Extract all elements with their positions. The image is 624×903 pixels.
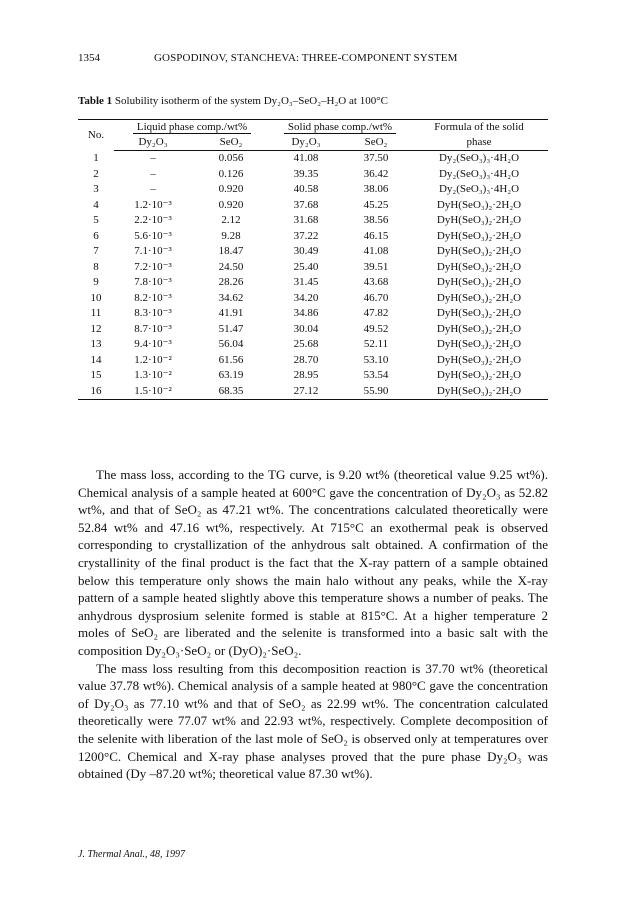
cell-solid-dy2o3: 34.86	[293, 307, 319, 319]
cell-formula: DyH(SeO₃)₂·2H₂O	[436, 353, 522, 366]
header-liquid-phase-label: Liquid phase comp./wt%	[133, 121, 251, 134]
body-text	[78, 466, 548, 783]
cell-solid-dy2o3: 37.22	[293, 229, 319, 242]
header-formula-line1: Formula of the solid	[410, 120, 548, 136]
cell-solid-seo2: 36.42	[363, 167, 389, 180]
cell-solid-dy2o3: 34.20	[293, 291, 319, 304]
cell-liquid-seo2: 28.26	[218, 276, 244, 288]
cell-liquid-seo2: 63.19	[218, 369, 244, 381]
cell-solid-dy2o3: 41.08	[293, 152, 319, 164]
table-row	[78, 244, 548, 260]
cell-liquid-dy2o3: 1.5·10⁻²	[114, 384, 192, 400]
table-row	[78, 182, 548, 198]
cell-no: 3	[93, 183, 99, 195]
cell-solid-seo2: 39.51	[363, 260, 389, 273]
cell-liquid-dy2o3: 1.2·10⁻²	[134, 353, 172, 366]
header-solid-seo2: SeO₂	[342, 135, 410, 151]
table-row	[78, 229, 548, 245]
table-row	[78, 353, 548, 369]
cell-solid-seo2: 53.54	[363, 369, 389, 381]
table-row	[78, 384, 548, 400]
cell-no: 7	[93, 245, 99, 257]
cell-liquid-dy2o3: 9.4·10⁻³	[134, 338, 172, 350]
header-formula-line2: phase	[410, 135, 548, 151]
cell-solid-dy2o3: 40.58	[293, 183, 319, 195]
cell-liquid-dy2o3: 7.2·10⁻³	[134, 260, 172, 273]
cell-liquid-seo2: 68.35	[192, 384, 270, 400]
cell-liquid-dy2o3: –	[150, 183, 156, 195]
cell-formula: DyH(SeO₃)₂·2H₂O	[436, 276, 522, 288]
cell-no: 11	[90, 307, 102, 319]
cell-liquid-dy2o3: 7.8·10⁻³	[134, 276, 172, 288]
cell-liquid-seo2: 0.920	[218, 183, 244, 195]
cell-solid-seo2: 38.56	[363, 214, 389, 226]
table-row	[78, 151, 548, 167]
cell-solid-dy2o3: 28.70	[293, 353, 319, 366]
cell-solid-seo2: 46.15	[363, 229, 389, 242]
cell-solid-dy2o3: 37.68	[293, 198, 319, 211]
cell-liquid-seo2: 9.28	[221, 229, 241, 242]
cell-solid-seo2: 52.11	[363, 338, 389, 350]
cell-solid-dy2o3: 30.49	[293, 245, 319, 257]
cell-solid-dy2o3: 25.40	[293, 260, 319, 273]
header-liquid-seo2: SeO₂	[192, 135, 270, 151]
cell-liquid-dy2o3: –	[150, 152, 156, 164]
cell-solid-seo2: 55.90	[342, 384, 410, 400]
cell-liquid-dy2o3: 8.3·10⁻³	[134, 307, 172, 319]
cell-no: 8	[93, 260, 99, 273]
cell-solid-seo2: 38.06	[363, 183, 389, 195]
cell-solid-seo2: 45.25	[363, 198, 389, 211]
cell-liquid-dy2o3: 8.7·10⁻³	[134, 322, 172, 335]
cell-no: 14	[90, 353, 102, 366]
cell-formula: DyH(SeO₃)₂·2H₂O	[436, 229, 522, 242]
cell-liquid-dy2o3: 1.3·10⁻²	[134, 369, 172, 381]
cell-liquid-seo2: 0.126	[218, 167, 244, 180]
cell-no: 9	[93, 276, 99, 288]
table-caption-text: Solubility isotherm of the system Dy₂O₃–SeO₂–H₂O at 100°C	[114, 95, 388, 107]
cell-no: 12	[90, 322, 102, 335]
header-solid-dy2o3: Dy₂O₃	[270, 135, 342, 151]
page-number: 1354	[78, 52, 100, 64]
cell-solid-dy2o3: 30.04	[293, 322, 319, 335]
cell-no: 5	[93, 214, 99, 226]
cell-solid-seo2: 37.50	[363, 152, 389, 164]
table-row	[78, 198, 548, 214]
cell-formula: DyH(SeO₃)₂·2H₂O	[436, 198, 522, 211]
cell-formula: DyH(SeO₃)₂·2H₂O	[436, 369, 522, 381]
cell-liquid-seo2: 34.62	[218, 291, 244, 304]
cell-no: 10	[90, 291, 102, 304]
cell-solid-seo2: 46.70	[363, 291, 389, 304]
cell-liquid-seo2: 18.47	[218, 245, 244, 257]
cell-solid-seo2: 41.08	[363, 245, 389, 257]
header-solid-phase	[270, 120, 410, 136]
cell-liquid-seo2: 51.47	[218, 322, 244, 335]
cell-formula: DyH(SeO₃)₂·2H₂O	[436, 245, 522, 257]
solubility-table	[78, 119, 548, 400]
cell-solid-seo2: 49.52	[363, 322, 389, 335]
cell-liquid-seo2: 0.056	[218, 152, 244, 164]
cell-formula: Dy₂(SeO₃)₃·4H₂O	[438, 167, 520, 180]
cell-formula: DyH(SeO₃)₂·2H₂O	[436, 214, 522, 226]
cell-no: 6	[93, 229, 99, 242]
header-solid-phase-label: Solid phase comp./wt%	[284, 121, 396, 134]
cell-liquid-dy2o3: 7.1·10⁻³	[134, 245, 172, 257]
cell-formula: DyH(SeO₃)₂·2H₂O	[436, 307, 522, 319]
table-row	[78, 167, 548, 183]
cell-liquid-dy2o3: –	[150, 167, 156, 180]
cell-formula: DyH(SeO₃)₂·2H₂O	[436, 322, 522, 335]
cell-formula: DyH(SeO₃)₂·2H₂O	[436, 338, 522, 350]
cell-no: 2	[93, 167, 99, 180]
cell-formula: Dy₂(SeO₃)₃·4H₂O	[438, 183, 520, 195]
paragraph-2: The mass loss resulting from this decomposition reaction is 37.70 wt% (theoretical value 37.78 wt%). Chemical analysis of a sample heated at 980°C gave the concentration of Dy₂O₃ as 77.10 wt% and that of SeO₂ as 22.99 wt%. The concentration calculated theoretically were 77.07 wt% and 22.93 wt%, respectively. Complete decomposition of the selenite with liberation of the last mole of SeO₂ is observed only at temperatures over 1200°C. Chemical and X-ray phase analyses proved that the pure phase Dy₂O₃ was obtained (Dy –87.20 wt%; theoretical value 87.30 wt%).	[78, 660, 548, 782]
header-liquid-dy2o3: Dy₂O₃	[114, 135, 192, 151]
journal-footer: J. Thermal Anal., 48, 1997	[78, 849, 186, 860]
table-row	[78, 306, 548, 322]
cell-solid-dy2o3: 31.45	[293, 276, 319, 288]
cell-formula: Dy₂(SeO₃)₃·4H₂O	[438, 152, 520, 164]
cell-solid-seo2: 53.10	[363, 353, 389, 366]
cell-formula: DyH(SeO₃)₂·2H₂O	[436, 291, 522, 304]
cell-solid-dy2o3: 31.68	[293, 214, 319, 226]
table-label: Table 1	[78, 95, 113, 107]
table-row	[78, 260, 548, 276]
cell-liquid-dy2o3: 1.2·10⁻³	[134, 198, 172, 211]
cell-liquid-dy2o3: 8.2·10⁻³	[134, 291, 172, 304]
cell-no: 15	[90, 369, 102, 381]
cell-formula: DyH(SeO₃)₂·2H₂O	[410, 384, 548, 400]
cell-liquid-dy2o3: 2.2·10⁻³	[134, 214, 172, 226]
cell-no: 16	[78, 384, 114, 400]
table-row	[78, 322, 548, 338]
cell-solid-dy2o3: 27.12	[270, 384, 342, 400]
cell-solid-dy2o3: 39.35	[293, 167, 319, 180]
cell-solid-seo2: 43.68	[363, 276, 389, 288]
running-title: GOSPODINOV, STANCHEVA: THREE-COMPONENT SYSTEM	[154, 52, 458, 64]
header-no: No.	[78, 120, 114, 151]
table-caption	[78, 95, 388, 107]
cell-liquid-seo2: 56.04	[218, 338, 244, 350]
cell-no: 13	[90, 338, 102, 350]
cell-no: 1	[93, 151, 99, 164]
table-row	[78, 337, 548, 353]
table-row	[78, 368, 548, 384]
cell-liquid-seo2: 41.91	[218, 307, 244, 319]
cell-liquid-seo2: 0.920	[218, 198, 244, 211]
table-row	[78, 275, 548, 291]
paragraph-1: The mass loss, according to the TG curve, is 9.20 wt% (theoretical value 9.25 wt%). Chemical analysis of a sample heated at 600°C gave the concentration of Dy₂O₃ as 52.82 wt%, and that of SeO₂ as 47.21 wt%. The concentrations calculated theoretically were 52.84 wt% and 47.16 wt%, respectively. At 715°C an exothermal peak is observed corresponding to crystallization of the anhydrous salt obtained. A confirmation of the crystallinity of the final product is the fact that the X-ray pattern of a sample obtained below this temperature only shows the main halo without any peaks, while the X-ray pattern of a sample heated slightly above this temperature shows a number of peaks. The anhydrous dysprosium selenite formed is stable at 815°C. At a higher temperature 2 moles of SeO₂ are liberated and the selenite is transformed into a basic salt with the composition Dy₂O₃·SeO₂ or (DyO)₂·SeO₂.	[78, 467, 548, 658]
cell-no: 4	[93, 198, 99, 211]
cell-liquid-seo2: 61.56	[218, 353, 244, 366]
header-liquid-phase	[114, 120, 270, 136]
table-body	[78, 151, 548, 400]
cell-solid-seo2: 47.82	[363, 307, 389, 319]
cell-formula: DyH(SeO₃)₂·2H₂O	[436, 260, 522, 273]
table-row	[78, 213, 548, 229]
cell-solid-dy2o3: 25.68	[293, 338, 319, 350]
cell-solid-dy2o3: 28.95	[293, 369, 319, 381]
cell-liquid-dy2o3: 5.6·10⁻³	[134, 229, 172, 242]
cell-liquid-seo2: 24.50	[218, 260, 244, 273]
table-row	[78, 291, 548, 307]
cell-liquid-seo2: 2.12	[221, 214, 241, 226]
